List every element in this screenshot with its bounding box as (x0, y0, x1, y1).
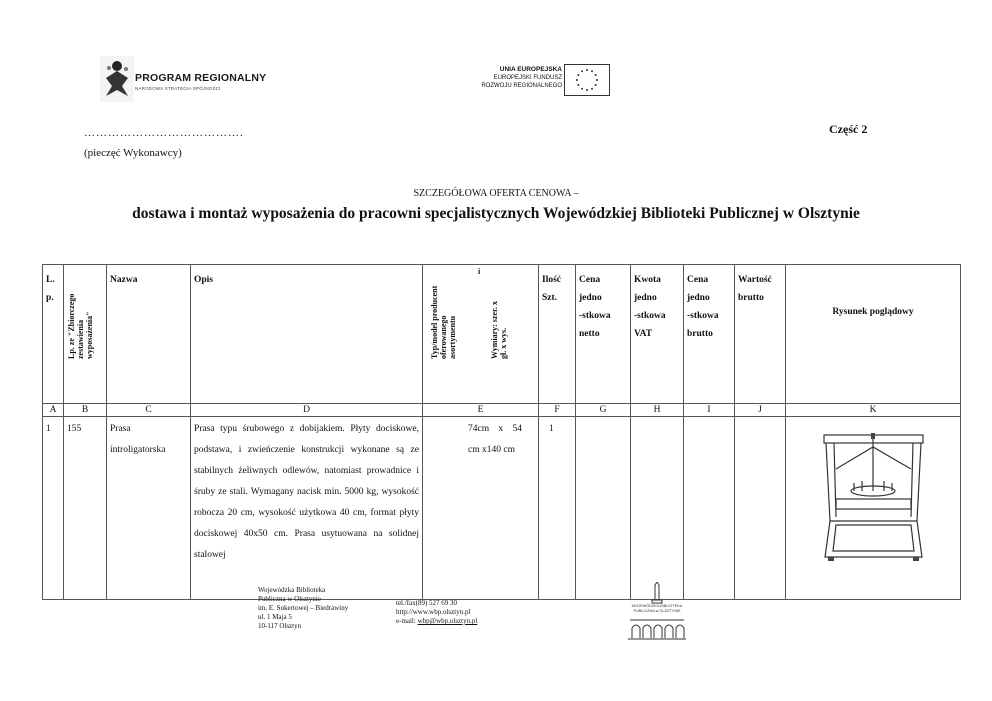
header-wymiary-text: Wymiary: szer. x gł. x wys. (490, 301, 508, 359)
letter-c: C (107, 404, 191, 417)
letter-j: J (735, 404, 786, 417)
cell-wartosc[interactable] (735, 417, 786, 600)
part-label: Część 2 (829, 122, 868, 136)
footer-address-line4: ul. 1 Maja 5 (258, 613, 292, 621)
header-lp-zbiorcze (64, 265, 107, 404)
footer-address-line1: Wojewódzka Biblioteka (258, 586, 326, 594)
library-logo-text (622, 604, 692, 614)
header-wartosc-line1: Wartość (738, 275, 772, 285)
header-cena-brutto (684, 265, 735, 404)
cell-opis: Prasa typu śrubowego z dobijakiem. Płyty dociskowe, podstawa, i zwieńczenie konstrukcji wykonane są ze stabilnych żeliwnych odlewów, natomiast prowadnice i śruby ze stali. Wymagany nacisk min. 5000 kg, wysokość robocza 20 cm, wysokość użytkowa 40 cm, format płyty dociskowej 40x50 cm. Prasa usytuowana na solidnej stalowej (191, 417, 423, 600)
stamp-dots: …………………………………. (84, 127, 244, 139)
letter-b: B (64, 404, 107, 417)
cell-nazwa: Prasa introligatorska (107, 417, 191, 600)
header-wartosc (735, 265, 786, 404)
header-ilosc (539, 265, 576, 404)
footer-address-line5: 10-117 Olsztyn (258, 622, 302, 630)
header-cena-brutto-line1: Cena (687, 275, 709, 285)
footer-email-link[interactable]: wbp@wbp.olsztyn.pl (417, 617, 478, 625)
header-cena-brutto-line2: jedno (687, 293, 710, 303)
press-drawing-icon (816, 429, 931, 567)
footer-website-link[interactable]: http://www.wbp.olsztyn.pl (396, 608, 471, 616)
document-title: dostawa i montaż wyposażenia do pracowni specjalistycznych Wojewódzkiej Biblioteki Publicznej w Olsztynie (132, 205, 860, 222)
header-rysunek: Rysunek poglądowy (786, 265, 961, 404)
library-logo-line1: WOJEWÓDZKA BIBLIOTEKA (631, 604, 683, 608)
letter-i: I (684, 404, 735, 417)
footer-address (258, 586, 348, 631)
header-wartosc-line2: brutto (738, 293, 764, 303)
footer-email-label: e-mail: (396, 617, 418, 625)
cell-wymiary-text: 74cm x 54 cm x140 cm (468, 424, 522, 455)
header-kwota-vat-line4: VAT (634, 329, 653, 339)
table-row (43, 417, 961, 600)
table-header-row (43, 265, 961, 404)
document-subtitle: SZCZEGÓŁOWA OFERTA CENOWA – (413, 188, 579, 199)
library-logo-line2: PUBLICZNA w OLSZTYNIE (633, 609, 681, 613)
header-cena-brutto-line3: -stkowa (687, 311, 719, 321)
offer-table (42, 264, 961, 600)
header-ilosc-line1: Ilość (542, 275, 561, 285)
program-regionalny-title: PROGRAM REGIONALNY (135, 72, 267, 84)
header-typ-wymiary (423, 265, 539, 404)
cell-cena-netto[interactable] (576, 417, 631, 600)
cell-wymiary (423, 417, 539, 600)
eu-flag-icon (564, 64, 610, 96)
header-kwota-vat-line2: jedno (634, 293, 657, 303)
eu-line-3: ROZWOJU REGIONALNEGO (481, 83, 562, 89)
header-lp-zbiorcze-text: Lp. ze "Zbiorczego zestawienia wyposażenia" (67, 293, 94, 359)
header-nazwa: Nazwa (107, 265, 191, 404)
program-regionalny-logo (90, 48, 265, 112)
header-lp (43, 265, 64, 404)
header-typ-mark: i (478, 267, 481, 276)
header-kwota-vat-line3: -stkowa (634, 311, 666, 321)
letter-f: F (539, 404, 576, 417)
header-kwota-vat-line1: Kwota (634, 275, 661, 285)
letter-k: K (786, 404, 961, 417)
program-regionalny-subtitle: NARODOWA STRATEGIA SPÓJNOŚCI (135, 86, 221, 91)
header-lp-line1: L. (46, 275, 55, 285)
header-cena-netto (576, 265, 631, 404)
header-kwota-vat (631, 265, 684, 404)
letter-d: D (191, 404, 423, 417)
program-regionalny-emblem-icon (100, 56, 134, 102)
header-ilosc-line2: Szt. (542, 293, 558, 303)
eu-line-1: UNIA EUROPEJSKA (499, 66, 562, 73)
cell-lp: 1 (43, 417, 64, 600)
header-cena-brutto-line4: brutto (687, 329, 713, 339)
eu-logo (460, 60, 620, 105)
eu-logo-text (481, 66, 562, 90)
column-letters-row (43, 404, 961, 417)
cell-rysunek (786, 417, 961, 600)
library-logo (622, 582, 692, 640)
footer-phone: tel./fax(89) 527 69 30 (396, 599, 458, 607)
cell-lp-zbiorcze: 155 (64, 417, 107, 600)
header-lp-line2: p. (46, 293, 54, 303)
header-cena-netto-line3: -stkowa (579, 311, 611, 321)
footer-address-line3: im. E. Sukertowej – Biedrawiny (258, 604, 349, 612)
footer-email (396, 617, 477, 626)
footer-contact (396, 599, 477, 626)
header-cena-netto-line4: netto (579, 329, 600, 339)
header-opis: Opis (191, 265, 423, 404)
letter-g: G (576, 404, 631, 417)
stamp-label: (pieczęć Wykonawcy) (84, 147, 182, 159)
header-typ-text: Typ/model producent oferowanego asortymentu (430, 285, 457, 359)
letter-h: H (631, 404, 684, 417)
letter-a: A (43, 404, 64, 417)
eu-line-2: EUROPEJSKI FUNDUSZ (493, 75, 562, 81)
cell-kwota-vat[interactable] (631, 417, 684, 600)
cell-cena-brutto[interactable] (684, 417, 735, 600)
cell-ilosc: 1 (539, 417, 576, 600)
letter-e: E (423, 404, 539, 417)
footer-address-line2: Publiczna w Olsztynie (258, 595, 321, 603)
header-cena-netto-line1: Cena (579, 275, 601, 285)
header-cena-netto-line2: jedno (579, 293, 602, 303)
